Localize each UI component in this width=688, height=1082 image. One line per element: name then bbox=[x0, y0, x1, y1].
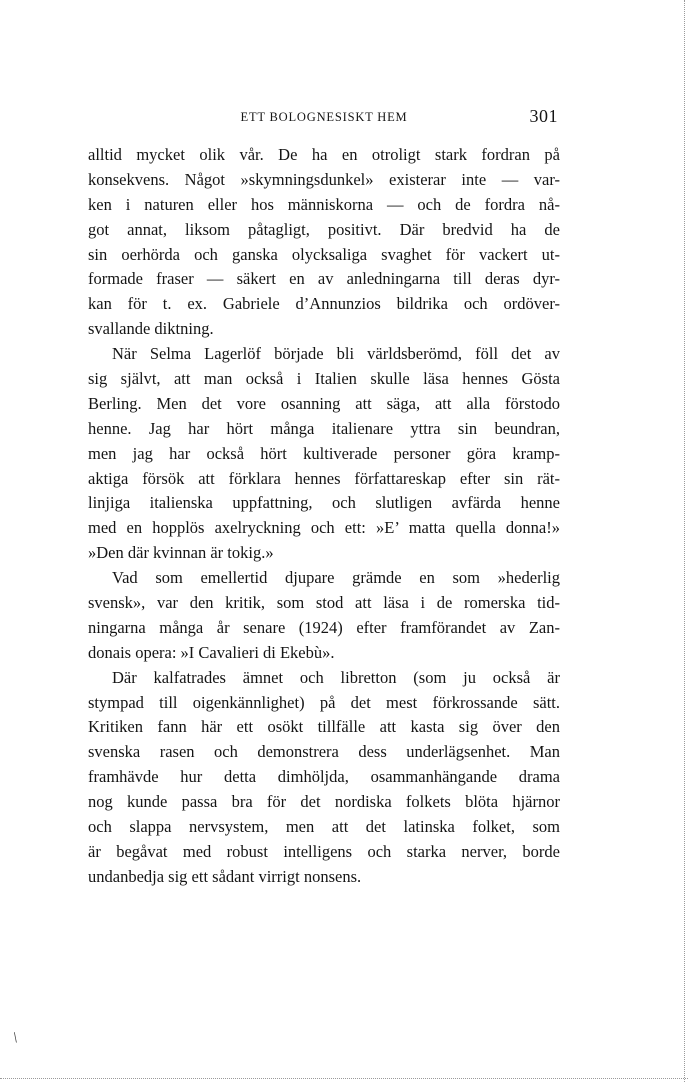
text-line: konsekvens. Något »skymningsdunkel» existerar inte — var- bbox=[88, 169, 560, 189]
text-line: ningarna många år senare (1924) efter framförandet av Zan- bbox=[88, 617, 560, 637]
pencil-mark: / bbox=[10, 1030, 22, 1047]
text-line: sin oerhörda och ganska olycksaliga svaghet för vackert ut- bbox=[88, 244, 560, 264]
text-line: Kritiken fann här ett osökt tillfälle att kasta sig över den bbox=[88, 717, 560, 737]
text-line: donais opera: »I Cavalieri di Ekebù». bbox=[88, 642, 335, 662]
text-line: När Selma Lagerlöf började bli världsberömd, föll det av bbox=[112, 344, 560, 364]
text-line: Vad som emellertid djupare grämde en som »hederlig bbox=[112, 568, 560, 588]
text-line: sig självt, att man också i Italien skulle läsa hennes Gösta bbox=[88, 369, 560, 389]
text-line: svallande diktning. bbox=[88, 319, 214, 339]
text-line: svenska rasen och demonstrera dess underlägsenhet. Man bbox=[88, 742, 560, 762]
text-line: är begåvat med robust intelligens och starka nerver, borde bbox=[88, 841, 560, 861]
text-line: formade fraser — säkert en av anledningarna till deras dyr- bbox=[88, 269, 560, 289]
text-line: ken i naturen eller hos människorna — och de fordra nå- bbox=[88, 194, 560, 214]
page-header bbox=[88, 106, 560, 130]
text-line: linjiga italienska uppfattning, och slutligen avfärda henne bbox=[88, 493, 560, 513]
page-number: 301 bbox=[529, 106, 558, 126]
body-text bbox=[88, 143, 560, 890]
text-line: alltid mycket olik vår. De ha en otroligt stark fordran på bbox=[88, 145, 560, 164]
text-line: och slappa nervsystem, men att det latinska folket, som bbox=[88, 817, 560, 837]
scan-edge-bottom bbox=[0, 1078, 688, 1079]
scan-edge-right bbox=[684, 0, 685, 1082]
text-line: stympad till oigenkännlighet) på det mest förkrossande sätt. bbox=[88, 692, 560, 712]
running-head: ETT BOLOGNESISKT HEM bbox=[240, 110, 408, 124]
text-line: Berling. Men det vore osanning att säga, att alla förstodo bbox=[88, 393, 560, 413]
text-line: svensk», var den kritik, som stod att läsa i de romerska tid- bbox=[88, 593, 560, 613]
text-line: got annat, liksom påtagligt, positivt. Där bredvid ha de bbox=[88, 219, 560, 239]
text-line: men jag har också hört kultiverade personer göra kramp- bbox=[88, 443, 560, 463]
text-line: henne. Jag har hört många italienare yttra sin beundran, bbox=[88, 418, 560, 438]
text-line: »Den där kvinnan är tokig.» bbox=[88, 543, 274, 563]
text-line: nog kunde passa bra för det nordiska folkets blöta hjärnor bbox=[88, 792, 560, 812]
text-line: framhävde hur detta dimhöljda, osammanhängande drama bbox=[88, 767, 560, 787]
text-line: Där kalfatrades ämnet och libretton (som ju också är bbox=[112, 667, 560, 687]
text-line: undanbedja sig ett sådant virrigt nonsens. bbox=[88, 866, 362, 886]
text-line: med en hopplös axelryckning och ett: »E’ matta quella donna!» bbox=[88, 518, 560, 538]
text-line: kan för t. ex. Gabriele d’Annunzios bildrika och ordöver- bbox=[88, 294, 560, 314]
text-line: aktiga försök att förklara hennes författareskap efter sin rät- bbox=[88, 468, 560, 488]
